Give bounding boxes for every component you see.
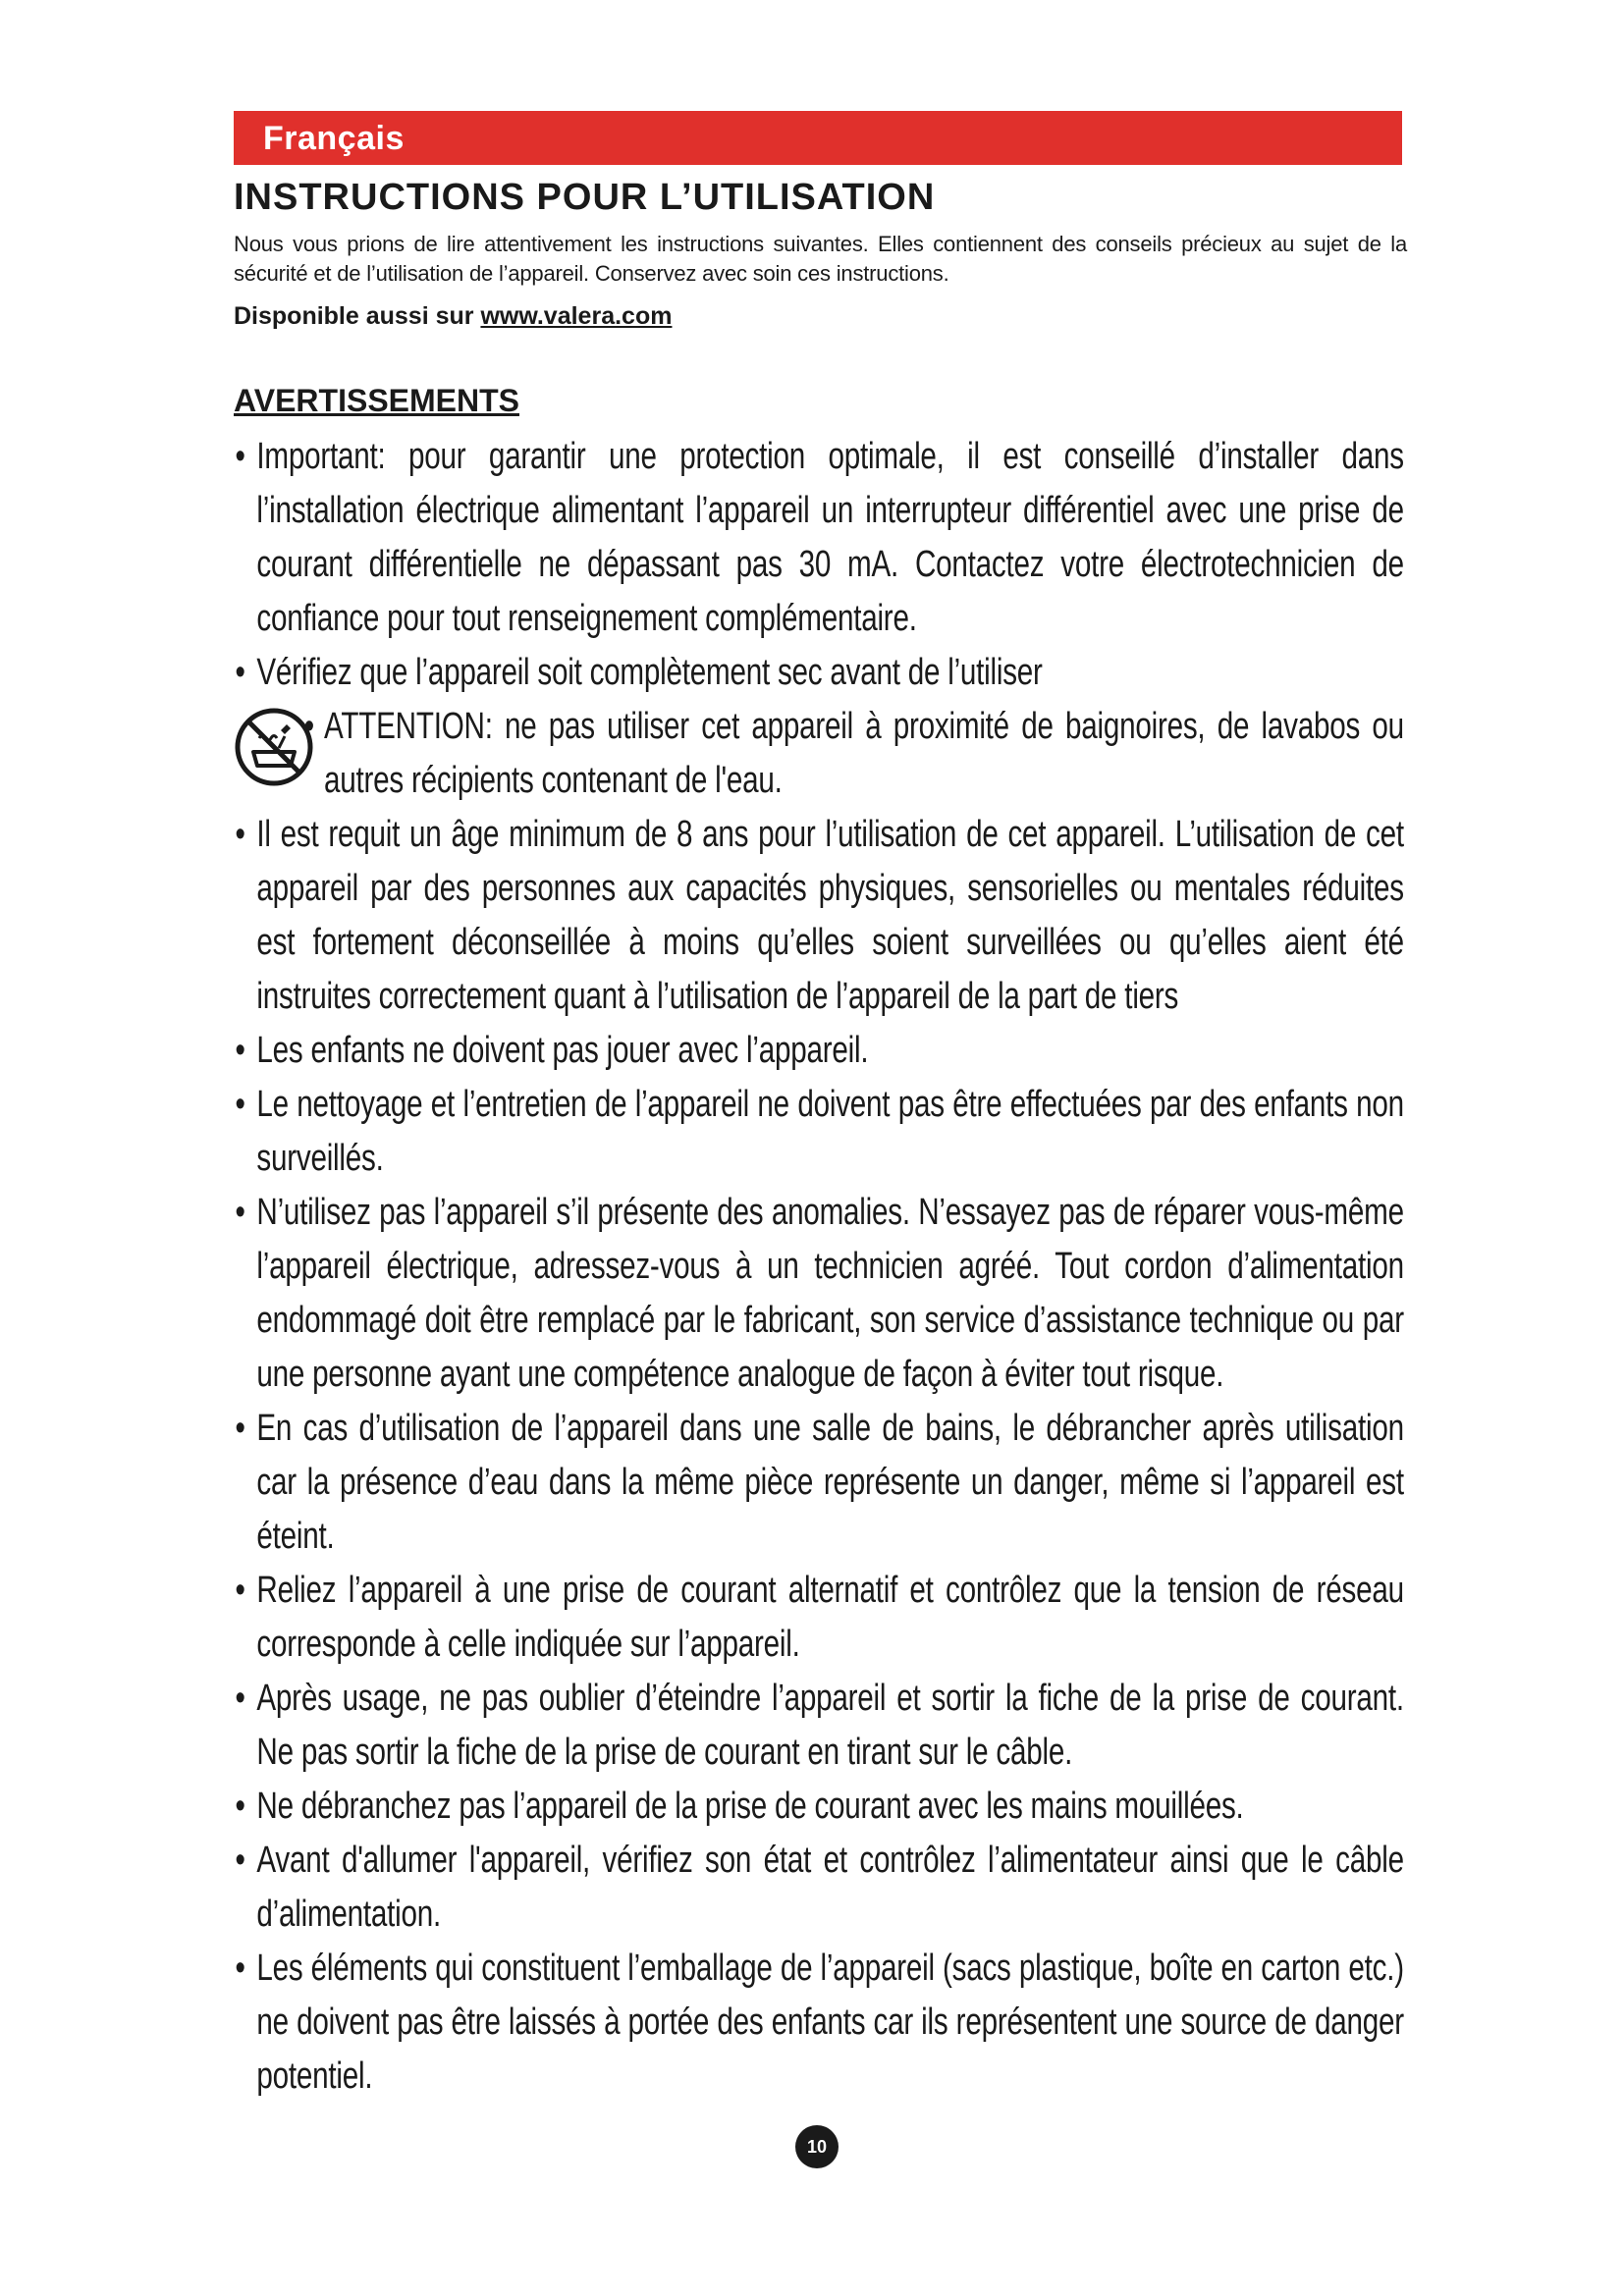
list-item: [234, 1672, 1404, 1780]
list-item: [234, 1078, 1404, 1186]
warnings-list: [234, 430, 1404, 2104]
page-title: INSTRUCTIONS POUR L’UTILISATION: [234, 177, 936, 218]
bullet: •: [235, 1030, 245, 1071]
language-bar: [234, 111, 1402, 165]
bullet: •: [235, 1084, 245, 1125]
bullet: •: [235, 1408, 245, 1449]
list-item: [234, 430, 1404, 646]
bullet: •: [235, 436, 245, 477]
list-item: [234, 808, 1404, 1024]
bullet: •: [235, 652, 245, 693]
warning-text: Reliez l’appareil à une prise de courant alternatif et contrôlez que la tension de réseau corresponde à celle indiquée sur l’appareil.: [256, 1570, 1404, 1665]
bullet: •: [235, 1786, 245, 1827]
warning-text: ATTENTION: ne pas utiliser cet appareil à proximité de baignoires, de lavabos ou autres récipients contenant de l'eau.: [324, 706, 1404, 801]
list-item: [234, 1186, 1404, 1402]
list-item: [234, 1780, 1404, 1834]
warning-text: Après usage, ne pas oublier d’éteindre l’appareil et sortir la fiche de la prise de courant. Ne pas sortir la fiche de la prise de courant en tirant sur le câble.: [256, 1678, 1404, 1773]
warning-text: N’utilisez pas l’appareil s’il présente des anomalies. N’essayez pas de réparer vous-même l’appareil électrique, adressez-vous à un technicien agréé. Tout cordon d’alimentation endommagé doit être remplacé par le fabricant, son service d’assistance technique ou par une personne ayant une compétence analogue de façon à éviter tout risque.: [256, 1192, 1404, 1395]
page-number: 10: [795, 2125, 839, 2168]
warning-text: Vérifiez que l’appareil soit complètement sec avant de l’utiliser: [256, 652, 1043, 693]
bullet: •: [235, 1948, 245, 1989]
list-item: [234, 1402, 1404, 1564]
list-item: [234, 646, 1404, 700]
bullet: •: [235, 1840, 245, 1881]
warning-text: Le nettoyage et l’entretien de l’appareil ne doivent pas être effectuées par des enfants non surveillés.: [256, 1084, 1404, 1179]
warning-text: Il est requit un âge minimum de 8 ans pour l’utilisation de cet appareil. L’utilisation de cet appareil par des personnes aux capacités physiques, sensorielles ou mentales réduites est fortement déconseillée à moins qu’elles soient surveillées ou qu’elles aient été instruites correctement quant à l’utilisation de l’appareil de la part de tiers: [256, 814, 1404, 1017]
availability-prefix: Disponible aussi sur: [234, 302, 481, 330]
bullet: •: [235, 814, 245, 855]
bullet: •: [235, 1192, 245, 1233]
list-item: [234, 1564, 1404, 1672]
warnings-heading: AVERTISSEMENTS: [234, 383, 519, 418]
bullet: •: [235, 1570, 245, 1611]
availability-line: [234, 302, 1402, 331]
website-link[interactable]: www.valera.com: [480, 302, 673, 330]
warning-text: Les éléments qui constituent l’emballage de l’appareil (sacs plastique, boîte en carton etc.) ne doivent pas être laissés à portée des enfants car ils représentent une source de danger potentiel.: [256, 1948, 1404, 2097]
language-label: Français: [263, 120, 405, 157]
warning-text: En cas d’utilisation de l’appareil dans une salle de bains, le débrancher après utilisation car la présence d’eau dans la même pièce représente un danger, même si l’appareil est éteint.: [256, 1408, 1404, 1557]
intro-paragraph: Nous vous prions de lire attentivement les instructions suivantes. Elles contiennent des conseils précieux au sujet de la sécurité et de l’utilisation de l’appareil. Conservez avec soin ces instructions.: [234, 232, 1407, 286]
warning-text: Important: pour garantir une protection optimale, il est conseillé d’installer dans l’installation électrique alimentant l’appareil un interrupteur différentiel avec une prise de courant différentielle ne dépassant pas 30 mA. Contactez votre électrotechnicien de confiance pour tout renseignement complémentaire.: [256, 436, 1404, 639]
list-item: [234, 1024, 1404, 1078]
warning-text: Ne débranchez pas l’appareil de la prise de courant avec les mains mouillées.: [256, 1786, 1244, 1827]
list-item-attention: [234, 700, 1404, 808]
warning-text: Avant d'allumer l'appareil, vérifiez son état et contrôlez l’alimentateur ainsi que le câble d’alimentation.: [256, 1840, 1404, 1935]
list-item: [234, 1942, 1404, 2104]
warning-text: Les enfants ne doivent pas jouer avec l’appareil.: [256, 1030, 869, 1071]
bullet: •: [235, 1678, 245, 1719]
bullet: •: [303, 706, 314, 747]
list-item: [234, 1834, 1404, 1942]
